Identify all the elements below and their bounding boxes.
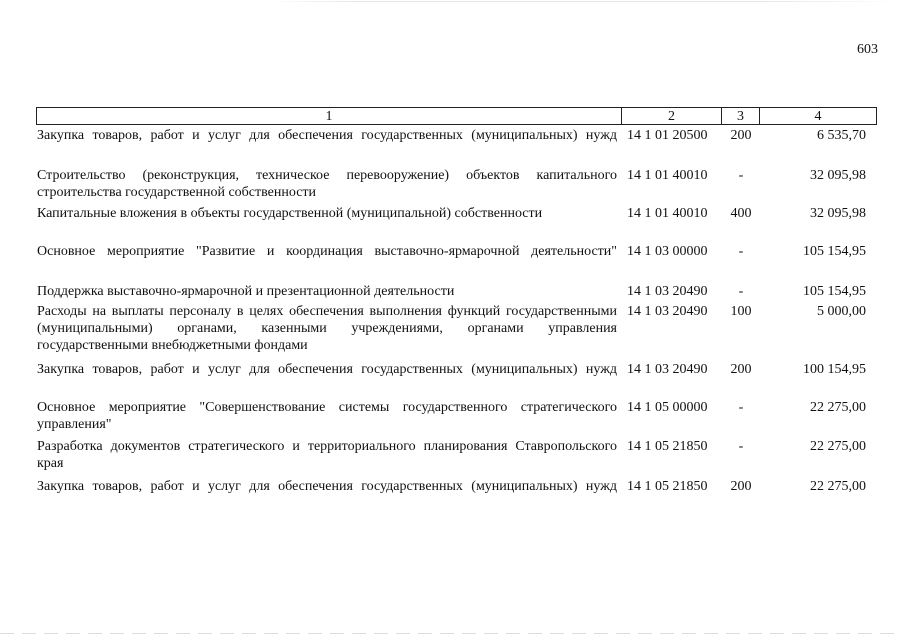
- row-expense-type: -: [738, 168, 744, 183]
- row-expense-type: -: [738, 284, 744, 299]
- row-amount: 32 095,98: [810, 206, 866, 221]
- row-name: Основное мероприятие "Развитие и координация выставочно-ярмарочной деятельности": [37, 244, 617, 259]
- row-code: 14 1 05 00000: [627, 400, 708, 415]
- row-amount: 22 275,00: [810, 400, 866, 415]
- row-amount: 32 095,98: [810, 168, 866, 183]
- row-code: 14 1 03 00000: [627, 244, 708, 259]
- row-amount: 5 000,00: [817, 304, 866, 319]
- row-code: 14 1 03 20490: [627, 304, 708, 319]
- row-expense-type: -: [738, 400, 744, 415]
- row-code: 14 1 05 21850: [627, 479, 708, 494]
- row-amount: 105 154,95: [803, 244, 866, 259]
- scan-edge-top: [0, 1, 897, 2]
- row-name: Разработка документов стратегического и территориального планирования Ставропольского края: [37, 439, 617, 471]
- row-amount: 105 154,95: [803, 284, 866, 299]
- row-expense-type: 200: [730, 479, 752, 494]
- row-code: 14 1 03 20490: [627, 284, 708, 299]
- row-code: 14 1 05 21850: [627, 439, 708, 454]
- row-expense-type: 200: [730, 362, 752, 377]
- header-col-2: 2: [621, 107, 721, 125]
- row-amount: 22 275,00: [810, 439, 866, 454]
- row-name: Расходы на выплаты персоналу в целях обеспечения выполнения функций государственными (муниципальными) органами, казенными учреждениями, органами управления государственными внебюджетными фондами: [37, 304, 617, 353]
- scan-edge-bottom: [0, 633, 897, 634]
- row-expense-type: 400: [730, 206, 752, 221]
- row-code: 14 1 01 40010: [627, 168, 708, 183]
- row-name: Основное мероприятие "Совершенствование системы государственного стратегического управления": [37, 400, 617, 432]
- row-expense-type: -: [738, 439, 744, 454]
- row-expense-type: 200: [730, 128, 752, 143]
- row-name: Капитальные вложения в объекты государственной (муниципальной) собственности: [37, 206, 543, 221]
- page-number: 603: [857, 42, 878, 57]
- row-code: 14 1 01 20500: [627, 128, 708, 143]
- row-name: Закупка товаров, работ и услуг для обеспечения государственных (муниципальных) нужд: [37, 479, 617, 494]
- row-expense-type: -: [738, 244, 744, 259]
- row-code: 14 1 03 20490: [627, 362, 708, 377]
- row-name: Поддержка выставочно-ярмарочной и презентационной деятельности: [37, 284, 455, 299]
- row-name: Закупка товаров, работ и услуг для обеспечения государственных (муниципальных) нужд: [37, 128, 617, 143]
- header-col-1: 1: [36, 107, 621, 125]
- row-code: 14 1 01 40010: [627, 206, 708, 221]
- row-name: Строительство (реконструкция, техническое перевооружение) объектов капитального строительства государственной собственности: [37, 168, 617, 200]
- header-col-3: 3: [721, 107, 759, 125]
- row-expense-type: 100: [730, 304, 752, 319]
- row-amount: 6 535,70: [817, 128, 866, 143]
- header-col-4: 4: [759, 107, 877, 125]
- row-amount: 100 154,95: [803, 362, 866, 377]
- row-amount: 22 275,00: [810, 479, 866, 494]
- row-name: Закупка товаров, работ и услуг для обеспечения государственных (муниципальных) нужд: [37, 362, 617, 377]
